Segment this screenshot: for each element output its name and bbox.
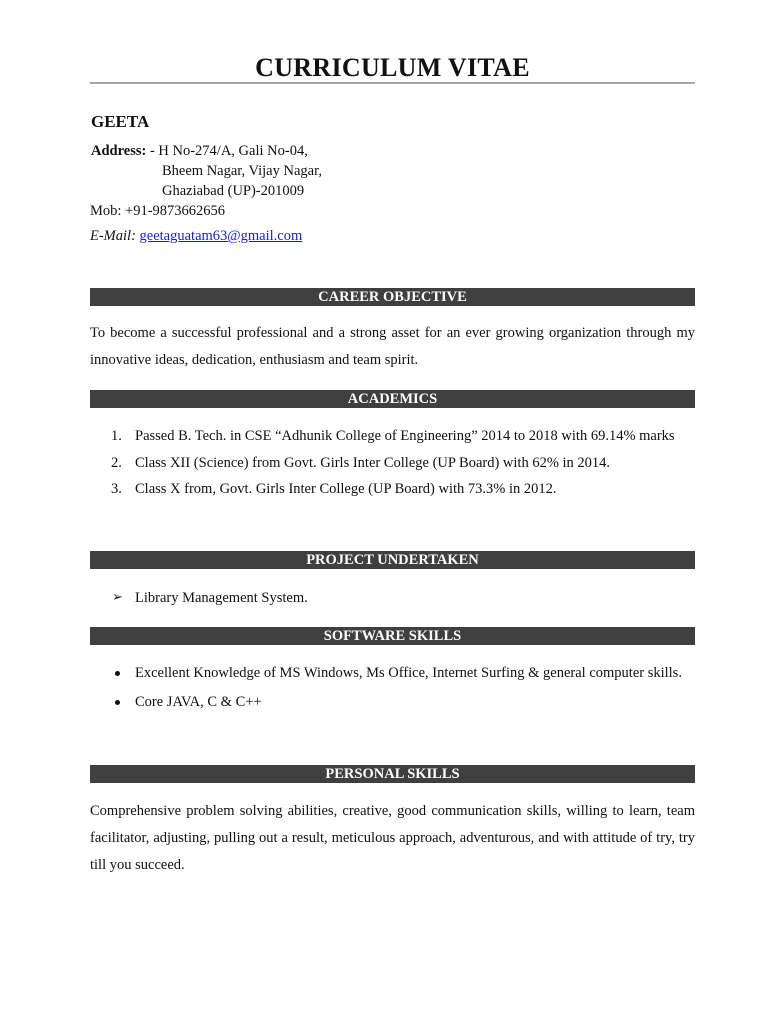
personal-skills-text: Comprehensive problem solving abilities, creative, good communication skills, willing to learn, team facilitator, adjusting, pulling out a result, meticulous approach, adventurous, and with attitude of try, try till you succeed. [90, 803, 695, 873]
candidate-name: GEETA [91, 112, 150, 131]
section-heading-project: PROJECT UNDERTAKEN [90, 551, 695, 569]
list-item [90, 689, 695, 716]
list-number: 1. [111, 428, 122, 444]
list-item-text: Passed B. Tech. in CSE “Adhunik College of Engineering” 2014 to 2018 with 69.14% marks [135, 428, 675, 444]
address-line-3: Ghaziabad (UP)-201009 [162, 183, 305, 199]
software-skills-list [90, 660, 695, 715]
section-heading-software-skills: SOFTWARE SKILLS [90, 627, 695, 645]
document-title: CURRICULUM VITAE [255, 53, 530, 82]
address-text-1: - H No-274/A, Gali No-04, [149, 143, 308, 159]
list-item [90, 476, 695, 503]
list-item-text: Library Management System. [135, 590, 308, 606]
academics-list [90, 423, 695, 503]
section-heading-career-objective: CAREER OBJECTIVE [90, 288, 695, 306]
list-number: 2. [111, 454, 122, 471]
title-underline [90, 82, 695, 84]
bullet-icon [115, 671, 120, 676]
email-line [90, 226, 302, 246]
list-item [90, 423, 695, 450]
mobile-number: Mob: +91-9873662656 [90, 203, 226, 219]
project-list [90, 585, 695, 612]
list-item [90, 585, 695, 612]
list-item [90, 450, 695, 477]
section-heading-personal-skills: PERSONAL SKILLS [90, 765, 695, 783]
list-item-text: Class XII (Science) from Govt. Girls Inter College (UP Board) with 62% in 2014. [135, 454, 611, 471]
career-objective-text: To become a successful professional and a strong asset for an ever growing organization through my innovative ideas, dedication, enthusiasm and team spirit. [90, 325, 695, 368]
section-heading-academics: ACADEMICS [90, 390, 695, 408]
address-label: Address: [91, 143, 147, 159]
list-item [90, 660, 695, 687]
list-item-text: Excellent Knowledge of MS Windows, Ms Office, Internet Surfing & general computer skills. [135, 665, 682, 681]
address-line-1 [91, 141, 308, 161]
list-number: 3. [111, 481, 122, 497]
email-label: E-Mail: [90, 228, 136, 244]
list-item-text: Core JAVA, C & C++ [135, 693, 262, 710]
arrow-bullet-icon: ➢ [112, 590, 123, 605]
bullet-icon [115, 700, 120, 705]
address-line-2: Bheem Nagar, Vijay Nagar, [162, 163, 322, 179]
list-item-text: Class X from, Govt. Girls Inter College (UP Board) with 73.3% in 2012. [135, 481, 557, 497]
email-link[interactable]: geetaguatam63@gmail.com [139, 228, 303, 244]
